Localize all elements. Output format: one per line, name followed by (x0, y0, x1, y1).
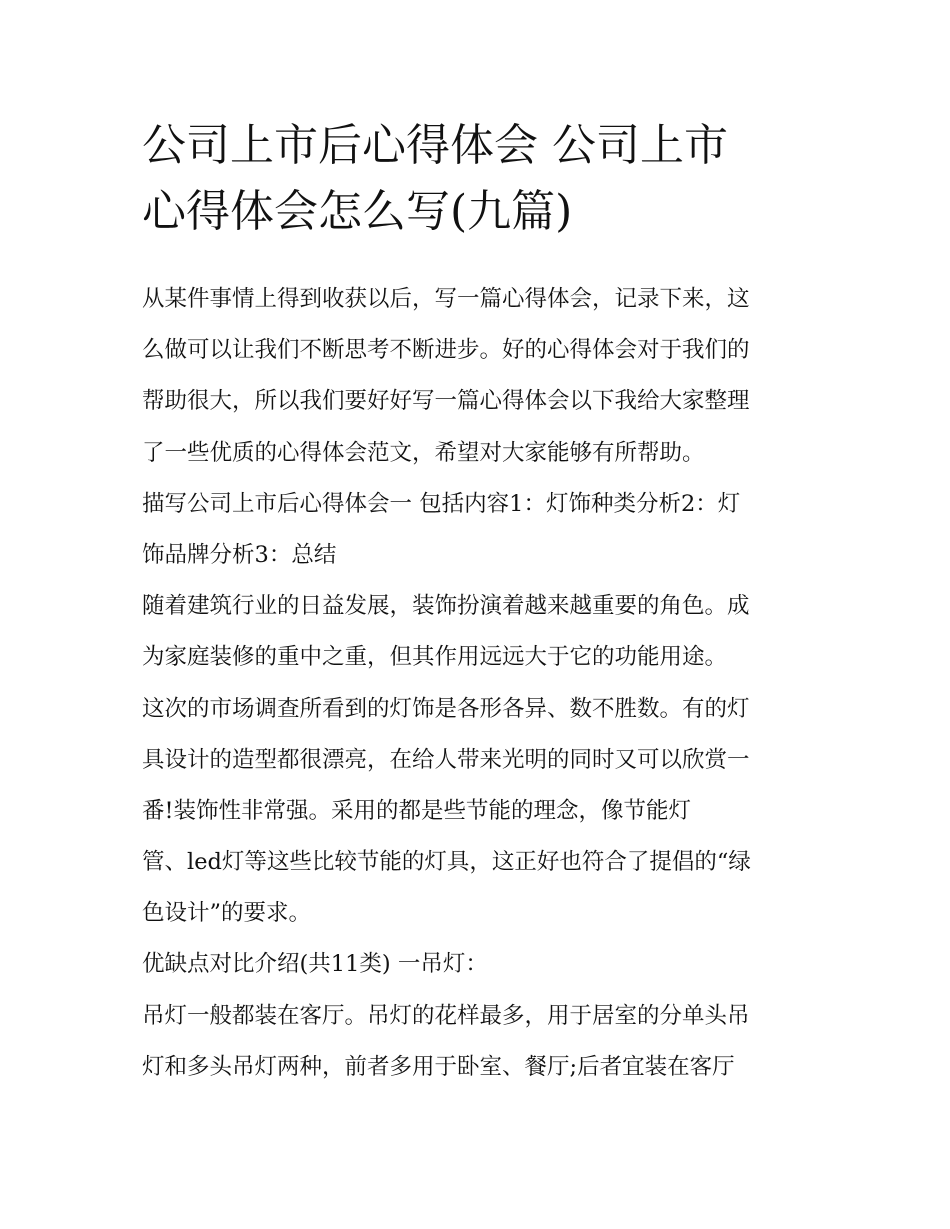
body-line: 优缺点对比介绍(共11类) 一吊灯： (142, 951, 488, 978)
body-line: 管、led灯等这些比较节能的灯具，这正好也符合了提倡的“绿 (142, 849, 751, 876)
body-line: 从某件事情上得到收获以后，写一篇心得体会，记录下来，这 (142, 286, 750, 312)
title-line: 心得体会怎么写(九篇) (142, 186, 573, 237)
title-line: 公司上市后心得体会 公司上市 (142, 120, 728, 171)
body-line: 帮助很大，所以我们要好好写一篇心得体会以下我给大家整理 (142, 388, 750, 415)
document-body (142, 274, 814, 1093)
body-line: 描写公司上市后心得体会一 包括内容1：灯饰种类分析2：灯 (142, 490, 741, 517)
body-line: 吊灯一般都装在客厅。吊灯的花样最多，用于居室的分单头吊 (142, 1002, 750, 1029)
body-line: 番!装饰性非常强。采用的都是些节能的理念，像节能灯 (142, 797, 692, 824)
body-line: 色设计”的要求。 (142, 900, 312, 927)
body-line: 为家庭装修的重中之重，但其作用远远大于它的功能用途。 (142, 644, 728, 671)
body-line: 么做可以让我们不断思考不断进步。好的心得体会对于我们的 (142, 337, 750, 364)
document-title (142, 113, 822, 245)
body-line: 随着建筑行业的日益发展，装饰扮演着越来越重要的角色。成 (142, 593, 750, 620)
body-line: 饰品牌分析3：总结 (142, 541, 337, 568)
body-line: 这次的市场调查所看到的灯饰是各形各异、数不胜数。有的灯 (142, 695, 750, 722)
body-line: 了一些优质的心得体会范文，希望对大家能够有所帮助。 (142, 439, 705, 466)
body-line: 灯和多头吊灯两种，前者多用于卧室、餐厅;后者宜装在客厅 (142, 1053, 735, 1080)
body-line: 具设计的造型都很漂亮，在给人带来光明的同时又可以欣赏一 (142, 746, 750, 773)
